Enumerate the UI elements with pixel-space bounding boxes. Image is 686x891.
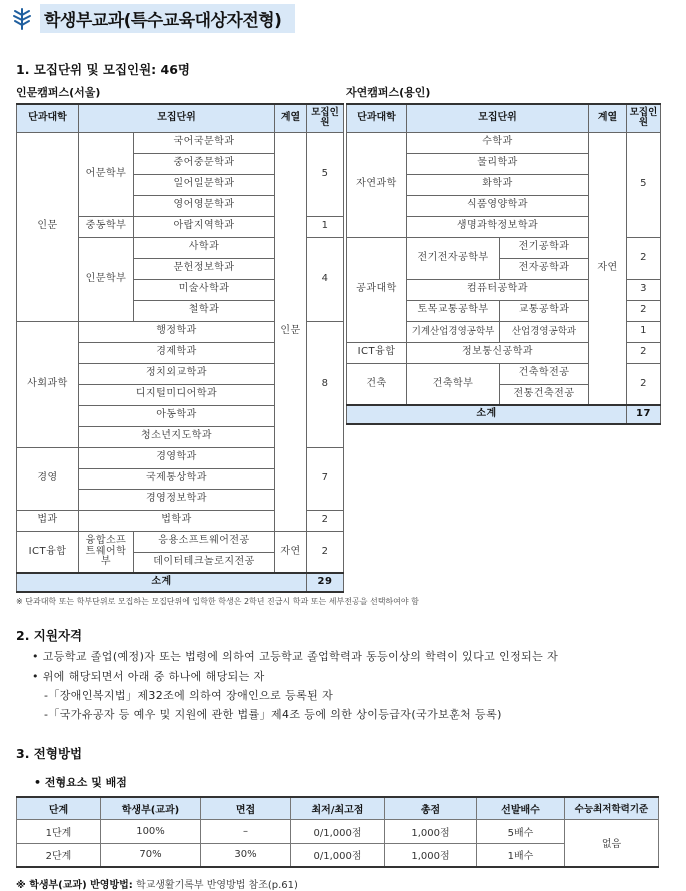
college-cell: ICT융합 bbox=[17, 531, 79, 573]
section1-note: ※ 단과대학 또는 학부단위로 모집하는 모집단위에 입학한 학생은 2학년 진급시 학과 또는 세부전공을 선택하여야 함 bbox=[16, 597, 419, 606]
total-row bbox=[347, 405, 661, 424]
unit-cell: 산업경영공학과 bbox=[500, 321, 589, 342]
unit-cell: 사학과 bbox=[134, 237, 275, 258]
header-record: 학생부(교과) bbox=[101, 797, 201, 819]
total-cell: 1,000점 bbox=[385, 843, 477, 867]
section3-subheading: • 전형요소 및 배점 bbox=[34, 776, 127, 789]
tree-icon bbox=[10, 7, 34, 31]
unit-cell: 영어영문학과 bbox=[134, 195, 275, 216]
college-cell: 자연과학 bbox=[347, 132, 407, 237]
count-cell: 7 bbox=[307, 447, 344, 510]
count-cell: 2 bbox=[307, 531, 344, 573]
unit-cell: 문헌정보학과 bbox=[134, 258, 275, 279]
college-cell: 인문 bbox=[17, 132, 79, 321]
record-cell: 70% bbox=[101, 843, 201, 867]
count-cell: 2 bbox=[307, 510, 344, 531]
record-cell: 100% bbox=[101, 819, 201, 843]
table-row bbox=[347, 132, 661, 153]
section1-heading: 1. 모집단위 및 모집인원: 46명 bbox=[16, 62, 190, 77]
unit-cell: 전자공학과 bbox=[500, 258, 589, 279]
unit-cell: 물리학과 bbox=[407, 153, 589, 174]
table-row bbox=[17, 104, 344, 132]
unit-cell: 정치외교학과 bbox=[79, 363, 275, 384]
total-label: 소계 bbox=[17, 573, 307, 592]
interview-cell: 30% bbox=[201, 843, 291, 867]
total-label: 소계 bbox=[347, 405, 627, 424]
header-track: 계열 bbox=[589, 104, 627, 132]
evaluation-note bbox=[16, 876, 298, 891]
total-row bbox=[17, 573, 344, 592]
unit-cell: 국제통상학과 bbox=[79, 468, 275, 489]
header-stage: 단계 bbox=[17, 797, 101, 819]
min-standard-cell: 없음 bbox=[565, 819, 659, 867]
division-cell: 토목교통공학부 bbox=[407, 300, 500, 321]
count-cell: 5 bbox=[307, 132, 344, 216]
division-cell: 어문학부 bbox=[79, 132, 134, 216]
count-cell: 2 bbox=[627, 363, 661, 405]
table-row bbox=[17, 531, 344, 552]
unit-cell: 화학과 bbox=[407, 174, 589, 195]
total-cell: 1,000점 bbox=[385, 819, 477, 843]
unit-cell: 일어일문학과 bbox=[134, 174, 275, 195]
stage-cell: 1단계 bbox=[17, 819, 101, 843]
college-cell: 법과 bbox=[17, 510, 79, 531]
header-min-standard: 수능최저학력기준 bbox=[565, 797, 659, 819]
division-cell: 건축학부 bbox=[407, 363, 500, 405]
header-college: 단과대학 bbox=[347, 104, 407, 132]
header-track: 계열 bbox=[275, 104, 307, 132]
unit-cell: 미술사학과 bbox=[134, 279, 275, 300]
track-cell: 인문 bbox=[275, 132, 307, 531]
unit-cell: 생명과학정보학과 bbox=[407, 216, 589, 237]
college-cell: 경영 bbox=[17, 447, 79, 510]
interview-cell: – bbox=[201, 819, 291, 843]
total-count: 17 bbox=[627, 405, 661, 424]
track-cell: 자연 bbox=[589, 132, 627, 405]
count-cell: 5 bbox=[627, 132, 661, 237]
unit-cell: 전통건축전공 bbox=[500, 384, 589, 405]
college-cell: 사회과학 bbox=[17, 321, 79, 447]
table-row bbox=[17, 819, 659, 843]
page-title-wrap bbox=[10, 4, 295, 33]
yongin-caption: 자연캠퍼스(용인) bbox=[346, 86, 431, 99]
track-cell: 자연 bbox=[275, 531, 307, 573]
count-cell: 1 bbox=[307, 216, 344, 237]
count-cell: 8 bbox=[307, 321, 344, 447]
unit-cell: 식품영양학과 bbox=[407, 195, 589, 216]
header-minmax: 최저/최고점 bbox=[291, 797, 385, 819]
unit-cell: 전기공학과 bbox=[500, 237, 589, 258]
unit-cell: 응용소프트웨어전공 bbox=[134, 531, 275, 552]
division-cell: 중동학부 bbox=[79, 216, 134, 237]
division-cell: 기계산업경영공학부 bbox=[407, 321, 500, 342]
count-cell: 2 bbox=[627, 300, 661, 321]
unit-cell: 디지털미디어학과 bbox=[79, 384, 275, 405]
division-cell: 융합소프트웨어학부 bbox=[79, 531, 134, 573]
unit-cell: 아랍지역학과 bbox=[134, 216, 275, 237]
count-cell: 3 bbox=[627, 279, 661, 300]
unit-cell: 경제학과 bbox=[79, 342, 275, 363]
evaluation-table bbox=[16, 796, 659, 868]
college-cell: ICT융합 bbox=[347, 342, 407, 363]
minmax-cell: 0/1,000점 bbox=[291, 843, 385, 867]
college-cell: 건축 bbox=[347, 363, 407, 405]
division-cell: 전기전자공학부 bbox=[407, 237, 500, 279]
multiple-cell: 1배수 bbox=[477, 843, 565, 867]
division-cell: 인문학부 bbox=[79, 237, 134, 321]
multiple-cell: 5배수 bbox=[477, 819, 565, 843]
header-total: 총점 bbox=[385, 797, 477, 819]
header-college: 단과대학 bbox=[17, 104, 79, 132]
qualification-line-1: • 고등학교 졸업(예정)자 또는 법령에 의하여 고등학교 졸업학력과 동등이상의 학력이 있다고 인정되는 자 bbox=[32, 650, 559, 663]
stage-cell: 2단계 bbox=[17, 843, 101, 867]
unit-cell: 데이터테크놀로지전공 bbox=[134, 552, 275, 573]
seoul-caption: 인문캠퍼스(서울) bbox=[16, 86, 101, 99]
unit-cell: 건축학전공 bbox=[500, 363, 589, 384]
unit-cell: 경영학과 bbox=[79, 447, 275, 468]
qualification-line-2: • 위에 해당되면서 아래 중 하나에 해당되는 자 bbox=[32, 670, 265, 683]
section3-heading: 3. 전형방법 bbox=[16, 746, 83, 761]
unit-cell: 중어중문학과 bbox=[134, 153, 275, 174]
unit-cell: 아동학과 bbox=[79, 405, 275, 426]
unit-cell: 청소년지도학과 bbox=[79, 426, 275, 447]
count-cell: 2 bbox=[627, 342, 661, 363]
unit-cell: 정보통신공학과 bbox=[407, 342, 589, 363]
table-row bbox=[347, 104, 661, 132]
unit-cell: 국어국문학과 bbox=[134, 132, 275, 153]
qualification-line-4: -「국가유공자 등 예우 및 지원에 관한 법률」제4조 등에 의한 상이등급자(국가보훈처 등록) bbox=[44, 708, 502, 721]
header-unit: 모집단위 bbox=[407, 104, 589, 132]
total-count: 29 bbox=[307, 573, 344, 592]
count-cell: 1 bbox=[627, 321, 661, 342]
unit-cell: 수학과 bbox=[407, 132, 589, 153]
table-row bbox=[17, 843, 659, 867]
college-cell: 공과대학 bbox=[347, 237, 407, 342]
header-count: 모집인원 bbox=[307, 104, 344, 132]
header-count: 모집인원 bbox=[627, 104, 661, 132]
header-multiple: 선발배수 bbox=[477, 797, 565, 819]
evaluation-note-text: 학교생활기록부 반영방법 참조(p.61) bbox=[132, 880, 298, 891]
unit-cell: 경영정보학과 bbox=[79, 489, 275, 510]
yongin-table bbox=[346, 103, 661, 425]
evaluation-note-label: ※ 학생부(교과) 반영방법: bbox=[16, 880, 133, 891]
unit-cell: 행정학과 bbox=[79, 321, 275, 342]
header-interview: 면접 bbox=[201, 797, 291, 819]
unit-cell: 법학과 bbox=[79, 510, 275, 531]
unit-cell: 컴퓨터공학과 bbox=[407, 279, 589, 300]
section2-heading: 2. 지원자격 bbox=[16, 628, 83, 643]
table-row bbox=[17, 132, 344, 153]
page-title: 학생부교과(특수교육대상자전형) bbox=[40, 4, 295, 33]
header-unit: 모집단위 bbox=[79, 104, 275, 132]
seoul-table bbox=[16, 103, 344, 593]
minmax-cell: 0/1,000점 bbox=[291, 819, 385, 843]
qualification-line-3: -「장애인복지법」제32조에 의하여 장애인으로 등록된 자 bbox=[44, 689, 334, 702]
unit-cell: 철학과 bbox=[134, 300, 275, 321]
table-row bbox=[17, 797, 659, 819]
unit-cell: 교통공학과 bbox=[500, 300, 589, 321]
count-cell: 2 bbox=[627, 237, 661, 279]
count-cell: 4 bbox=[307, 237, 344, 321]
